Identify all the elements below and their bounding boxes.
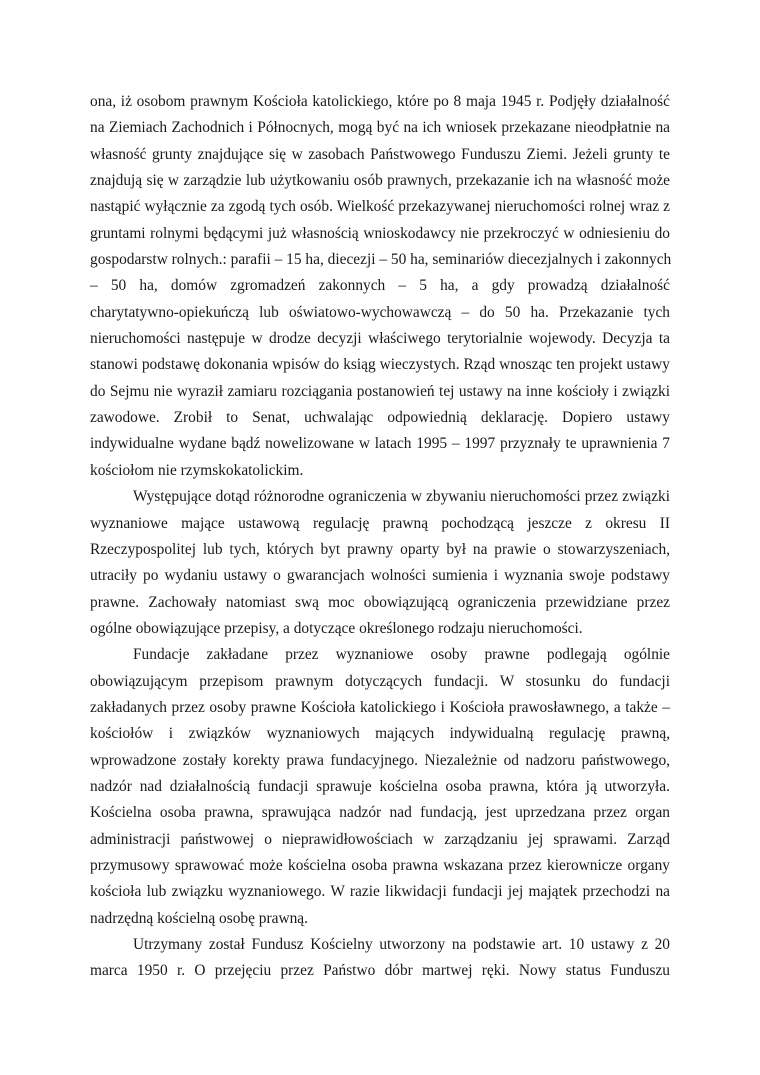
text-line: kościołów i związków wyznaniowych mających indywidualną regulację prawną, [90, 725, 670, 743]
text-line: nadrzędną kościelną osobę prawną. [90, 909, 308, 927]
text-line: przymusowy sprawować może kościelna osoba prawna wskazana przez kierownicze organy [90, 856, 670, 874]
text-line: Kościelna osoba prawna, sprawująca nadzór nad fundacją, jest uprzedzana przez organ [90, 804, 670, 822]
text-line: stanowi podstawę dokonania wpisów do ksiąg wieczystych. Rząd wnosząc ten projekt ustawy [90, 356, 670, 374]
text-line: ona, iż osobom prawnym Kościoła katolickiego, które po 8 maja 1945 r. Podjęły działalność [90, 93, 670, 110]
text-line: nieruchomości następuje w drodze decyzji właściwego terytorialnie wojewody. Decyzja ta [90, 330, 670, 348]
text-line: zawodowe. Zrobił to Senat, uchwalając odpowiednią deklarację. Dopiero ustawy [90, 409, 670, 427]
text-line: obowiązującym przepisom prawnym dotyczących fundacji. W stosunku do fundacji [90, 672, 670, 690]
text-line: własność grunty znajdujące się w zasobach Państwowego Funduszu Ziemi. Jeżeli grunty te [90, 145, 670, 163]
text-line: Utrzymany został Fundusz Kościelny utworzony na podstawie art. 10 ustawy z 20 [133, 936, 670, 953]
text-line: administracji państwowej o nieprawidłowościach w zarządzaniu jej sprawami. Zarząd [90, 830, 670, 848]
text-line: utraciły po wydaniu ustawy o gwarancjach wolności sumienia i wyznania swoje podstawy [90, 567, 670, 585]
text-line: kościoła lub związku wyznaniowego. W razie likwidacji fundacji jej majątek przechodzi na [90, 883, 670, 901]
text-line: gospodarstw rolnych.: parafii – 15 ha, diecezji – 50 ha, seminariów diecezjalnych i zakonnych [90, 251, 672, 269]
text-line: wprowadzone zostały korekty prawa fundacyjnego. Niezależnie od nadzoru państwowego, [90, 751, 670, 769]
text-line: gruntami rolnymi będącymi już własnością wnioskodawcy nie przekroczyć w odniesieniu do [90, 224, 670, 242]
text-line: Występujące dotąd różnorodne ograniczenia w zbywaniu nieruchomości przez związki [133, 488, 670, 506]
text-line: Fundacje zakładane przez wyznaniowe osoby prawne podlegają ogólnie [133, 646, 670, 664]
text-line: kościołom nie rzymskokatolickim. [90, 461, 304, 479]
text-line: marca 1950 r. O przejęciu przez Państwo dóbr martwej ręki. Nowy status Funduszu [90, 962, 670, 980]
text-line: znajdują się w zarządzie lub użytkowaniu osób prawnych, przekazanie ich na własność może [90, 172, 670, 190]
document-body [90, 89, 670, 985]
text-line: prawne. Zachowały natomiast swą moc obowiązującą ograniczenia przewidziane przez [90, 593, 670, 611]
text-line: nadzór nad działalnością fundacji sprawuje kościelna osoba prawna, która ją utworzyła. [90, 777, 670, 795]
text-line: – 50 ha, domów zgromadzeń zakonnych – 5 ha, a gdy prowadzą działalność [90, 277, 670, 295]
paragraph-1 [90, 89, 670, 484]
text-line: zakładanych przez osoby prawne Kościoła katolickiego i Kościoła prawosławnego, a także – [90, 698, 670, 716]
paragraph-4 [90, 932, 670, 985]
paragraph-3 [90, 642, 670, 932]
text-line: ogólne obowiązujące przepisy, a dotyczące określonego rodzaju nieruchomości. [90, 619, 583, 637]
text-line: wyznaniowe mające ustawową regulację prawną pochodzącą jeszcze z okresu II [90, 514, 670, 532]
text-line: charytatywno-opiekuńczą lub oświatowo-wychowawczą – do 50 ha. Przekazanie tych [90, 303, 670, 321]
text-line: na Ziemiach Zachodnich i Północnych, mogą być na ich wniosek przekazane nieodpłatnie na [90, 119, 670, 137]
text-line: nastąpić wyłącznie za zgodą tych osób. Wielkość przekazywanej nieruchomości rolnej wraz z [90, 198, 670, 216]
text-line: Rzeczypospolitej lub tych, których byt prawny oparty był na prawie o stowarzyszeniach, [90, 540, 670, 558]
text-line: indywidualne wydane bądź nowelizowane w latach 1995 – 1997 przyznały te uprawnienia 7 [90, 435, 670, 453]
paragraph-2 [90, 484, 670, 642]
text-line: do Sejmu nie wyraził zamiaru rozciągania postanowień tej ustawy na inne kościoły i związki [90, 382, 670, 400]
